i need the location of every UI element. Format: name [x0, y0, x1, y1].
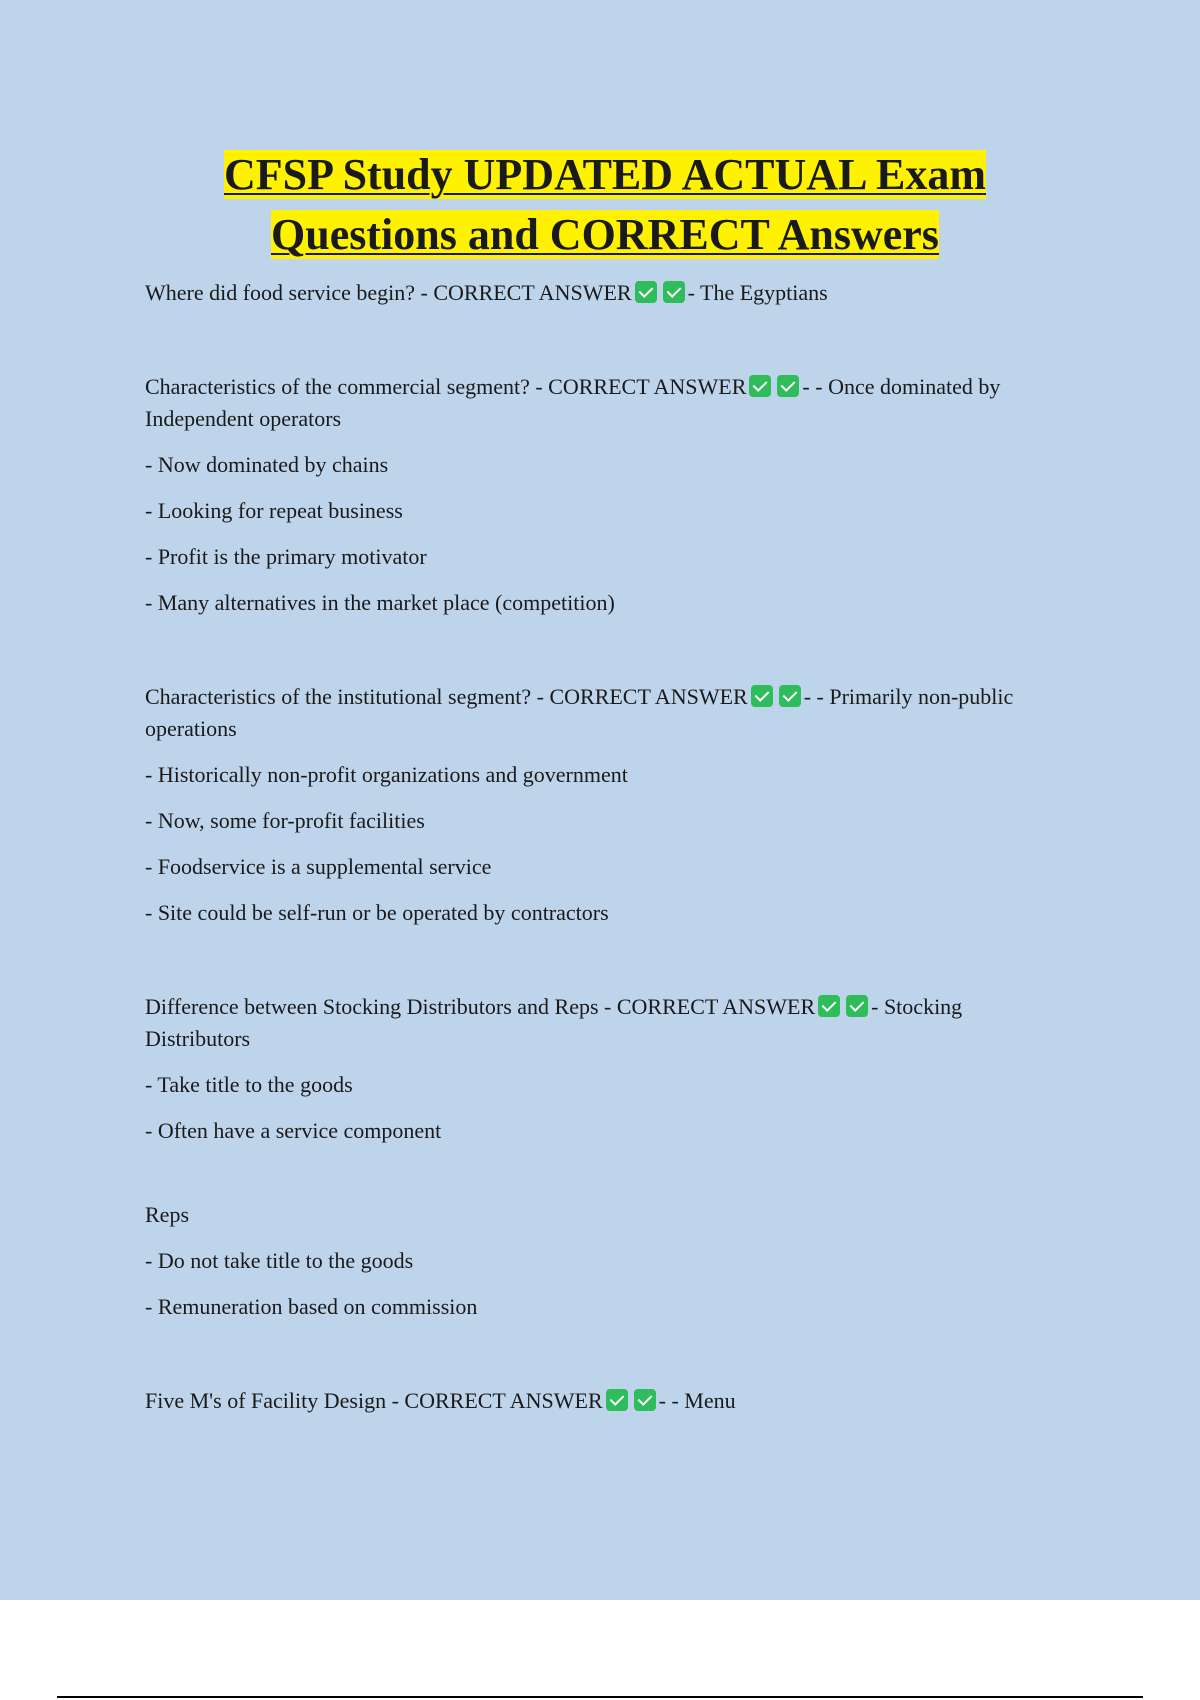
- answer-text: - The Egyptians: [687, 280, 828, 305]
- check-icon: [634, 1389, 656, 1411]
- check-icon: [749, 375, 771, 397]
- question-text: Characteristics of the institutional segment? -: [145, 684, 550, 709]
- title-line-1: CFSP Study UPDATED ACTUAL Exam: [224, 150, 986, 199]
- check-icon: [777, 375, 799, 397]
- check-icon: [606, 1389, 628, 1411]
- answer-text: - - Once dominated by Independent operators: [145, 374, 1001, 431]
- footer-rule: [57, 1696, 1143, 1698]
- correct-answer-label: CORRECT ANSWER: [616, 994, 816, 1019]
- answer-line: - Foodservice is a supplemental service: [145, 854, 492, 879]
- answer-line: - Take title to the goods: [145, 1072, 353, 1097]
- qa-item-1: [145, 277, 1065, 309]
- qa-item-2: [145, 371, 1065, 435]
- answer-text: - - Menu: [658, 1388, 736, 1413]
- answer-line: - Now, some for-profit facilities: [145, 808, 425, 833]
- answer-line: - Do not take title to the goods: [145, 1248, 414, 1273]
- question-text: Where did food service begin? -: [145, 280, 434, 305]
- check-icon: [846, 995, 868, 1017]
- check-icon: [663, 281, 685, 303]
- reps-heading: Reps: [145, 1202, 189, 1227]
- answer-line: - Historically non-profit organizations and government: [145, 762, 628, 787]
- answer-line: - Remuneration based on commission: [145, 1294, 478, 1319]
- answer-line: - Many alternatives in the market place (competition): [145, 590, 615, 615]
- check-icon: [818, 995, 840, 1017]
- answer-line: - Now dominated by chains: [145, 452, 389, 477]
- question-text: Difference between Stocking Distributors and Reps -: [145, 994, 617, 1019]
- check-icon: [779, 685, 801, 707]
- correct-answer-label: CORRECT ANSWER: [548, 374, 747, 399]
- title-line-2: Questions and CORRECT Answers: [271, 210, 939, 259]
- question-text: Characteristics of the commercial segment? -: [145, 374, 549, 399]
- qa-item-4: [145, 991, 1065, 1055]
- check-icon: [635, 281, 657, 303]
- answer-line: - Looking for repeat business: [145, 498, 403, 523]
- correct-answer-label: CORRECT ANSWER: [549, 684, 748, 709]
- answer-line: - Site could be self-run or be operated by contractors: [145, 900, 609, 925]
- document-content: [145, 145, 1065, 1417]
- document-title: [145, 145, 1065, 265]
- correct-answer-label: CORRECT ANSWER: [433, 280, 632, 305]
- answer-text: - - Primarily non-public operations: [145, 684, 1014, 741]
- answer-text: - Stocking Distributors: [145, 994, 963, 1051]
- answer-line: - Profit is the primary motivator: [145, 544, 427, 569]
- answer-line: - Often have a service component: [145, 1118, 442, 1143]
- qa-item-3: [145, 681, 1065, 745]
- qa-item-5: [145, 1385, 1065, 1417]
- check-icon: [751, 685, 773, 707]
- question-text: Five M's of Facility Design -: [145, 1388, 405, 1413]
- correct-answer-label: CORRECT ANSWER: [404, 1388, 603, 1413]
